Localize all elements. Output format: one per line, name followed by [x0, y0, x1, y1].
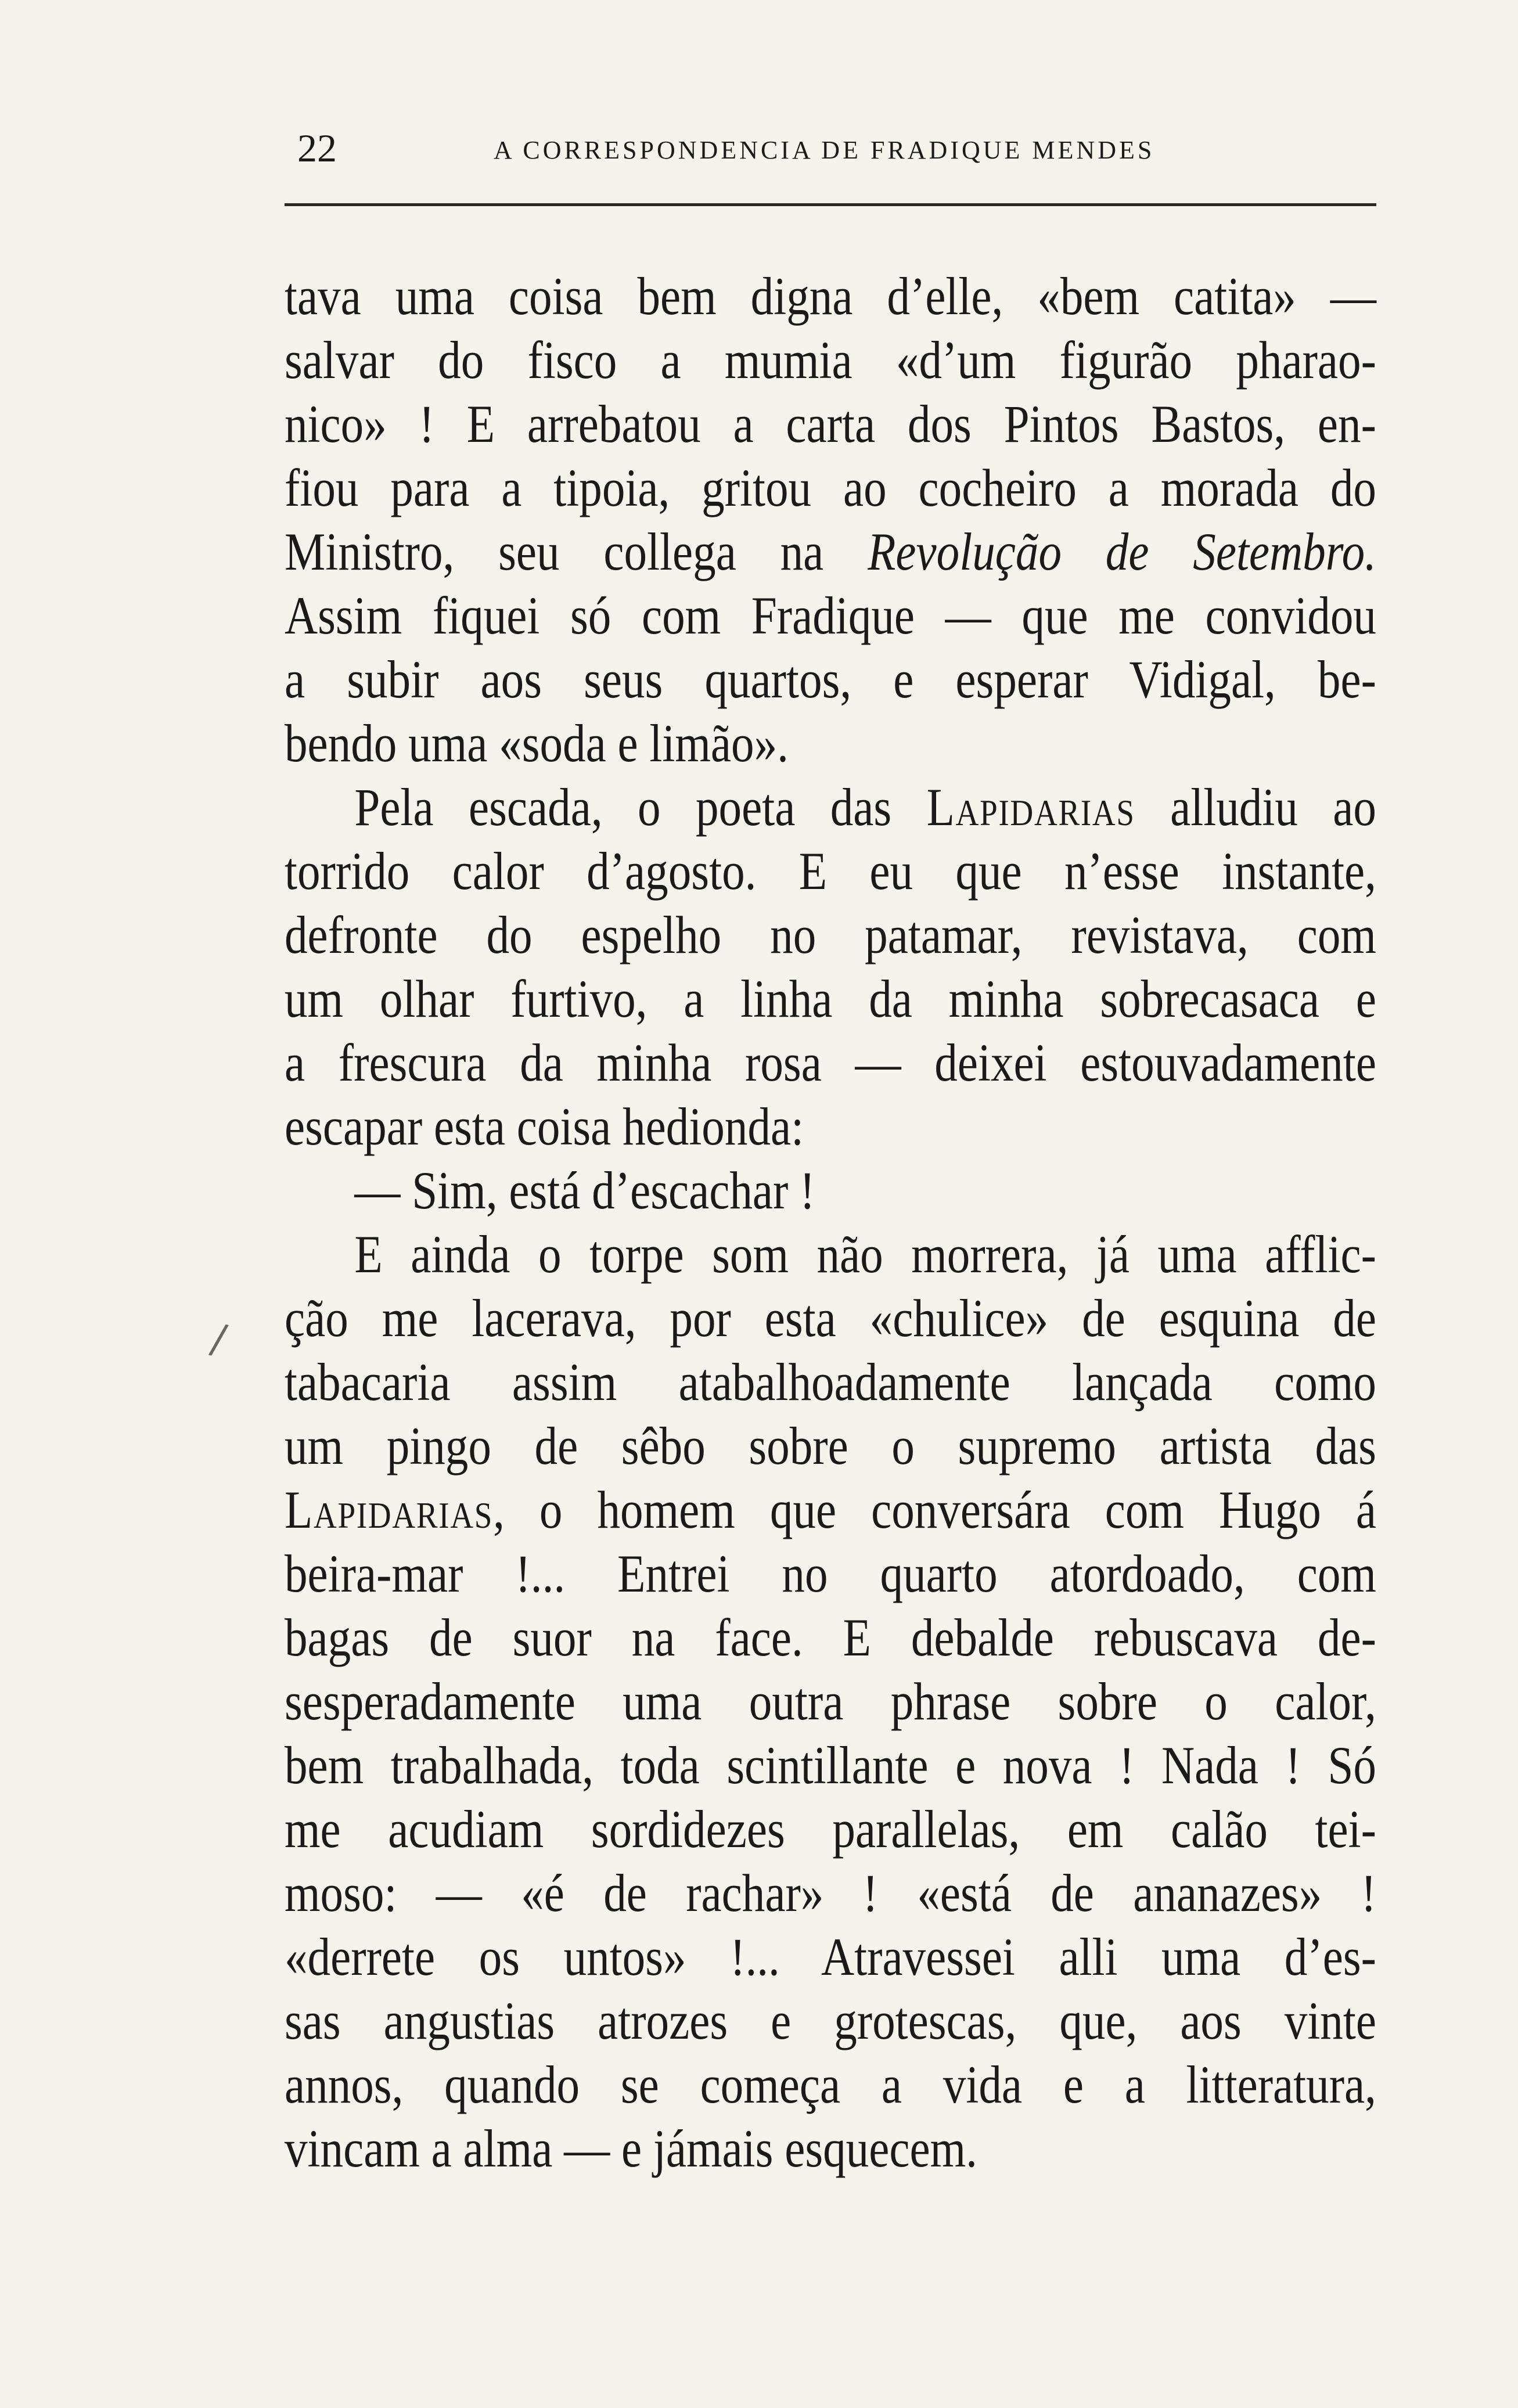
text-line: annos, quando se começa a vida e a litteratura,	[285, 2055, 1376, 2114]
smallcaps-title: Lapidarias	[926, 778, 1135, 837]
text-line: fiou para a tipoia, gritou ao cocheiro a morada do	[285, 458, 1376, 517]
smallcaps-title: Lapidarias	[285, 1480, 494, 1539]
body-text	[285, 264, 1376, 2180]
text-line: a subir aos seus quartos, e esperar Vidigal, be-	[285, 650, 1376, 709]
text-line	[285, 775, 1376, 839]
text-line: ção me lacerava, por esta «chulice» de esquina de	[285, 1288, 1376, 1348]
text-segment: Ministro, seu collega na	[285, 522, 868, 581]
text-line	[285, 520, 1376, 584]
page-header	[285, 122, 1376, 174]
text-line: bagas de suor na face. E debalde rebuscava de-	[285, 1608, 1376, 1667]
text-line: tava uma coisa bem digna d’elle, «bem catita» —	[285, 267, 1376, 326]
text-line: a frescura da minha rosa — deixei estouvadamente	[285, 1033, 1376, 1092]
text-line: nico» ! E arrebatou a carta dos Pintos Bastos, en-	[285, 394, 1376, 453]
text-line: torrido calor d’agosto. E eu que n’esse instante,	[285, 841, 1376, 901]
text-line: escapar esta coisa hedionda:	[285, 1097, 804, 1156]
text-line: sesperadamente uma outra phrase sobre o calor,	[285, 1672, 1376, 1731]
italic-title: Revolução de Setembro.	[868, 522, 1376, 581]
text-line: bendo uma «soda e limão».	[285, 714, 789, 773]
text-line: Assim fiquei só com Fradique — que me convidou	[285, 586, 1376, 645]
text-segment: , o homem que conversára com Hugo á	[493, 1480, 1376, 1539]
text-line: um olhar furtivo, a linha da minha sobrecasaca e	[285, 969, 1376, 1028]
text-line	[285, 1478, 1376, 1542]
text-line: vincam a alma — e jámais esquecem.	[285, 2119, 977, 2178]
text-segment: Pela escada, o poeta das	[354, 778, 927, 837]
text-line: E ainda o torpe som não morrera, já uma afflic-	[354, 1225, 1376, 1284]
text-line: defronte do espelho no patamar, revistava, com	[285, 905, 1376, 964]
text-line: «derrete os untos» !... Atravessei alli uma d’es-	[285, 1927, 1376, 1986]
text-line: salvar do fisco a mumia «d’um figurão pharao-	[285, 330, 1376, 390]
text-line: beira-mar !... Entrei no quarto atordoado, com	[285, 1544, 1376, 1603]
margin-pencil-mark: /	[207, 1314, 231, 1364]
text-segment: alludiu ao	[1135, 778, 1376, 837]
header-rule	[285, 203, 1376, 206]
text-line: bem trabalhada, toda scintillante e nova ! Nada ! Só	[285, 1736, 1376, 1795]
text-line: tabacaria assim atabalhoadamente lançada como	[285, 1352, 1376, 1412]
text-line: sas angustias atrozes e grotescas, que, aos vinte	[285, 1991, 1376, 2050]
page-number: 22	[297, 126, 337, 170]
text-line: um pingo de sêbo sobre o supremo artista das	[285, 1416, 1376, 1475]
text-line: me acudiam sordidezes parallelas, em calão tei-	[285, 1799, 1376, 1859]
text-line: moso: — «é de rachar» ! «está de ananazes» !	[285, 1863, 1376, 1923]
text-line: — Sim, está d’escachar !	[354, 1161, 815, 1220]
running-title: A CORRESPONDENCIA DE FRADIQUE MENDES	[494, 136, 1155, 164]
